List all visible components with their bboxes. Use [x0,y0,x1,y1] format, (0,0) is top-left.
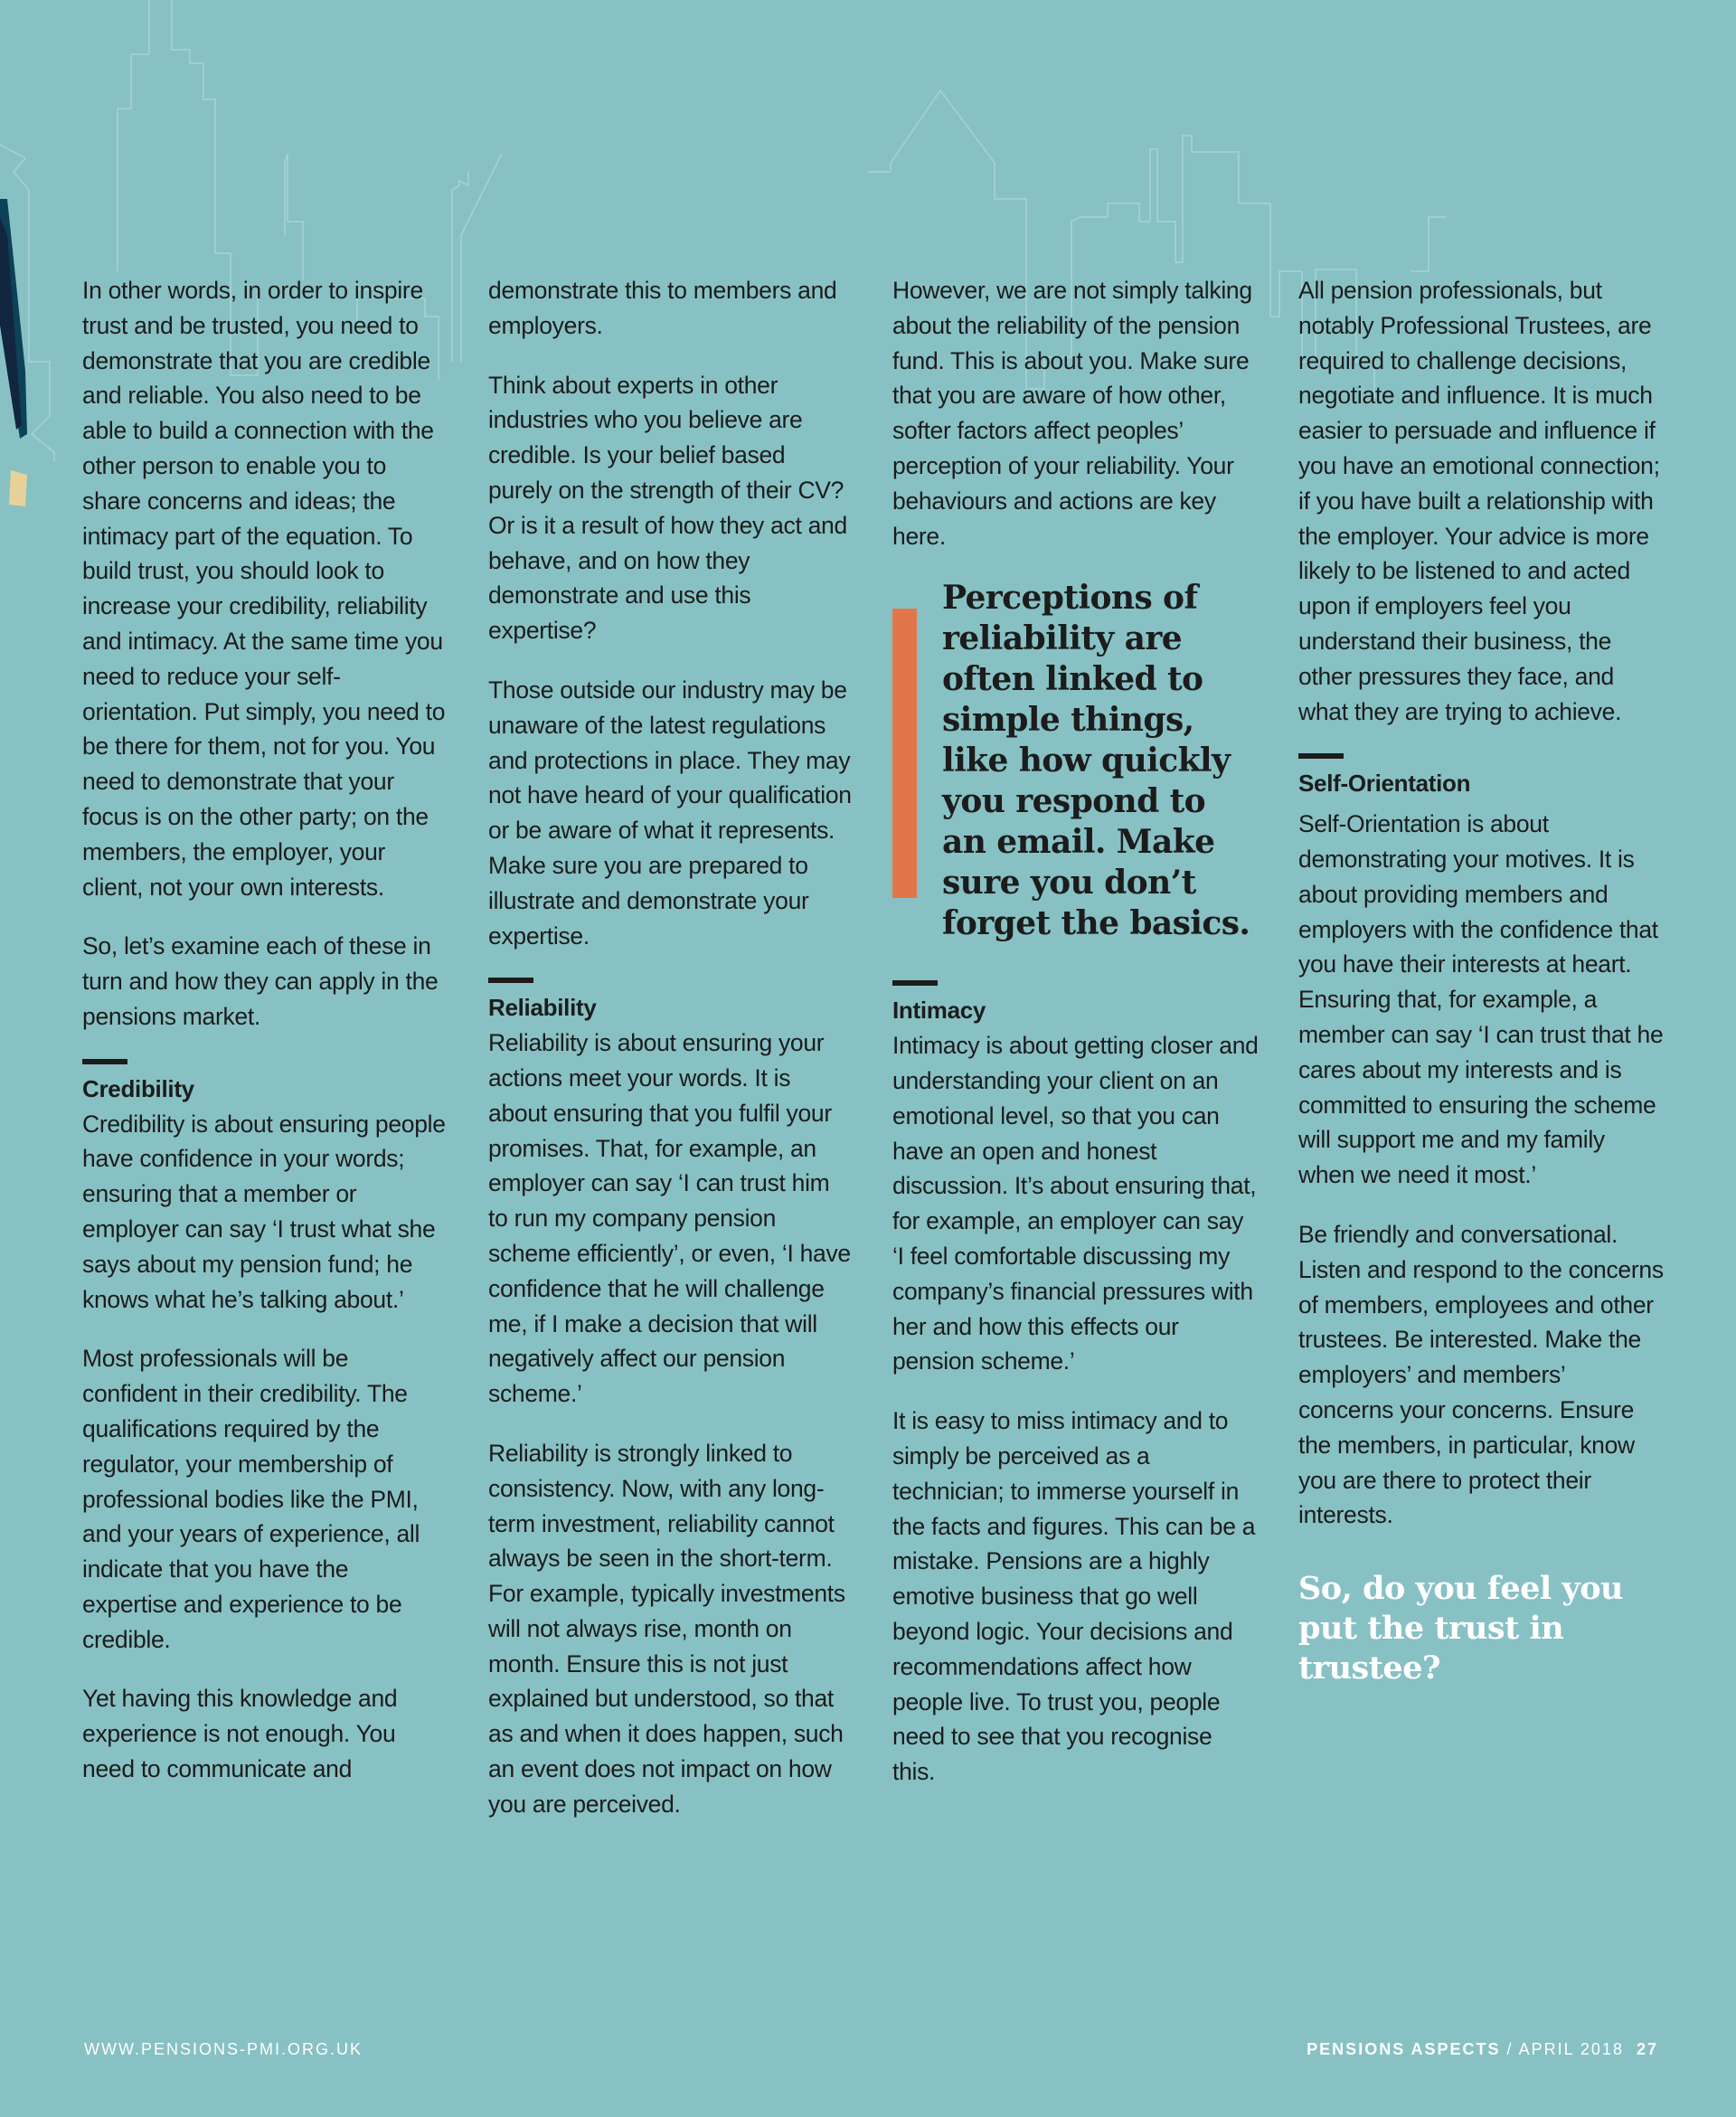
pull-quote-accent-bar [892,609,917,898]
body-paragraph: Think about experts in other industries who you believe are credible. Is your belief based purely on the strength of their CV? Or is it a result of how they act and behave, and on how they demonstrate and use this expertise? [488,371,847,645]
body-paragraph: Intimacy is about getting closer and understanding your client on an emotional level, so that you can have an open and honest discussion. It’s about ensuring that, for example, an employer can say ‘I feel comfortable discussing my company’s financial pressures with her and how this effects our pension scheme.’ [892,1032,1259,1375]
article-column-2 [488,273,854,1847]
footer-website-link[interactable]: WWW.PENSIONS-PMI.ORG.UK [84,2040,363,2058]
footer-separator: / [1500,2040,1519,2058]
section-divider [488,978,533,983]
body-paragraph: Those outside our industry may be unaware of the latest regulations and protections in place. They may not have heard of your qualification or be aware of what it represents. Make sure you are prepared to illustrate and demonstrate your expertise. [488,676,852,950]
section-divider [892,980,938,986]
person-illustration [0,181,63,525]
body-paragraph: Yet having this knowledge and experience is not enough. You need to communicate and [82,1685,398,1783]
section-heading-self-orientation: Self-Orientation [1298,770,1471,798]
body-paragraph: Most professionals will be confident in their credibility. The qualifications required by the regulator, your membership of professional bodies like the PMI, and your years of experience, all indicate that you have the expertise and experience to be credible. [82,1345,420,1653]
section-divider [82,1059,127,1064]
closing-question: So, do you feel you put the trust in trustee? [1298,1570,1624,1687]
issue-date: APRIL 2018 [1518,2040,1624,2058]
footer-publication-info [1307,2040,1658,2059]
page-number: 27 [1636,2040,1658,2058]
section-heading-credibility: Credibility [82,1074,194,1102]
body-paragraph: demonstrate this to members and employers. [488,277,837,339]
body-paragraph: Be friendly and conversational. Listen and respond to the concerns of members, employees and other trustees. Be interested. Make the employers’ and members’ concerns your concerns. Ensure the members, in particular, know you are there to protect their interests. [1298,1220,1664,1529]
body-paragraph: Credibility is about ensuring people have confidence in your words; ensuring that a member or employer can say ‘I trust what she says about my pension fund; he knows what he’s talking about.’ [82,1110,446,1313]
body-paragraph: It is easy to miss intimacy and to simply be perceived as a technician; to immerse yourself in the facts and figures. This can be a mistake. Pensions are a highly emotive business that go well beyond logic. Your decisions and recommendations affect how people live. To trust you, people need to see that you recognise this. [892,1407,1256,1786]
pull-quote [892,578,1259,944]
section-heading-intimacy: Intimacy [892,997,986,1025]
article-column-3 [892,273,1259,1814]
body-paragraph: In other words, in order to inspire trust and be trusted, you need to demonstrate that you are credible and reliable. You also need to be able to build a connection with the other person to enable you to share concerns and ideas; the intimacy part of the equation. To build trust, you should look to increase your credibility, reliability and intimacy. At the same time you need to reduce your self-orientation. Put simply, you need to be there for them, not for you. You need to demonstrate that your focus is on the other party; on the members, the employer, your client, not your own interests. [82,277,446,901]
body-paragraph: All pension professionals, but notably Professional Trustees, are required to challenge decisions, negotiate and influence. It is much easier to persuade and influence if you have an emotional connection; if you have built a relationship with the employer. Your advice is more likely to be listened to and acted upon if employers feel you understand their business, the other pressures they face, and what they are trying to achieve. [1298,277,1660,725]
pull-quote-text: Perceptions of reliability are often linked to simple things, like how quickly you respond to an email. Make sure you don’t forget the basics. [942,579,1250,943]
body-paragraph: Reliability is strongly linked to consistency. Now, with any long-term investment, reliability cannot always be seen in the short-term. For example, typically investments will not always rise, month on month. Ensure this is not just explained but understood, so that as and when it does happen, such an event does not impact on how you are perceived. [488,1439,845,1818]
section-divider [1298,753,1344,759]
article-column-1 [82,273,448,1811]
publication-name: PENSIONS ASPECTS [1307,2040,1501,2058]
section-heading-reliability: Reliability [488,994,597,1022]
article-column-4 [1298,273,1665,1688]
body-paragraph: Self-Orientation is about demonstrating your motives. It is about providing members and employers with the confidence that you have their interests at heart. Ensuring that, for example, a member can say ‘I can trust that he cares about my interests and is committed to ensuring the scheme will support me and my family when we need it most.’ [1298,810,1664,1189]
body-paragraph: However, we are not simply talking about the reliability of the pension fund. This is about you. Make sure that you are aware of how other, softer factors affect peoples’ perception of your reliability. Your behaviours and actions are key here. [892,277,1252,550]
body-paragraph: So, let’s examine each of these in turn and how they can apply in the pensions market. [82,932,439,1030]
body-paragraph: Reliability is about ensuring your actions meet your words. It is about ensuring that you fulfil your promises. That, for example, an employer can say ‘I can trust him to run my company pension scheme efficiently’, or even, ‘I have confidence that he will challenge me, if I make a decision that will negatively affect our pension scheme.’ [488,1029,851,1408]
